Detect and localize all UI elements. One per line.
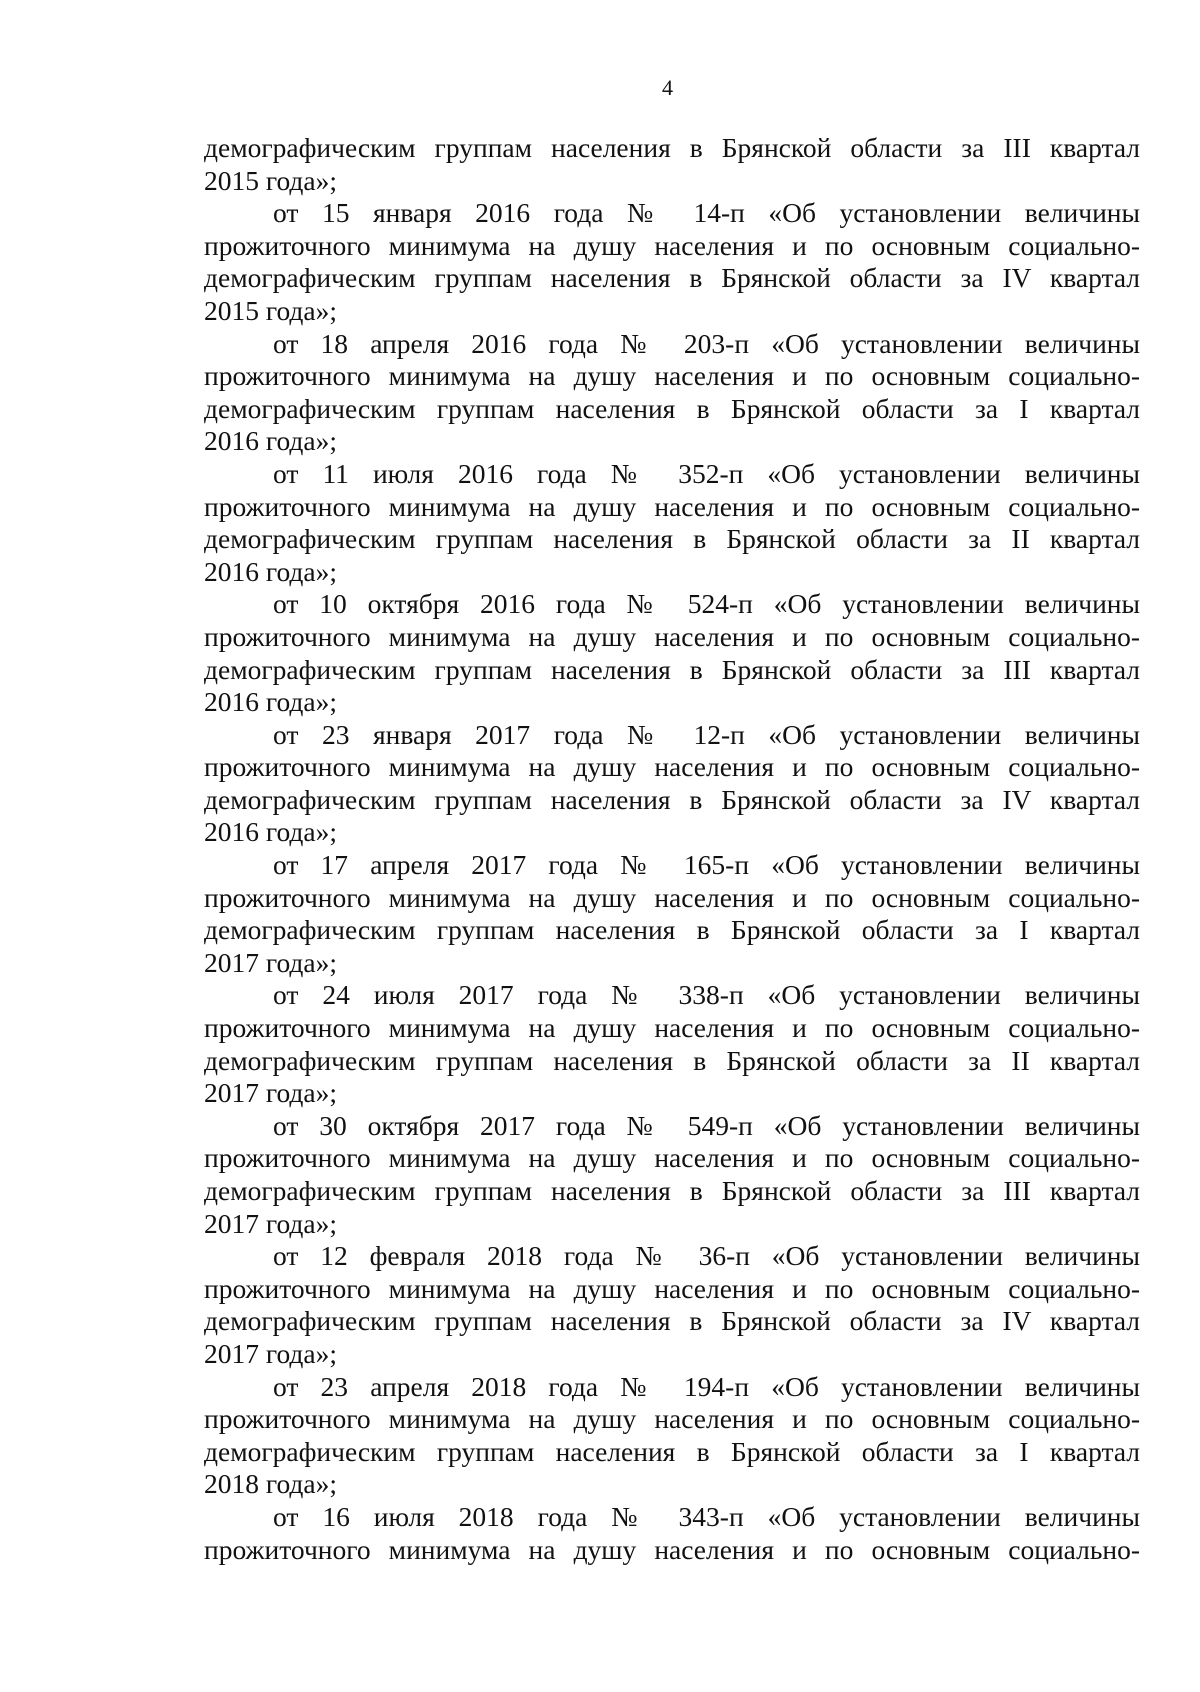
paragraph-start-line: от 15 января 2016 года № 14-п «Об установлении величины bbox=[273, 197, 1140, 229]
paragraph-start-line: от 16 июля 2018 года № 343-п «Об установлении величины bbox=[273, 1500, 1140, 1532]
text-line: прожиточного минимума на душу населения и по основным социально- bbox=[204, 620, 1140, 652]
text-line: демографическим группам населения в Брянской области за II квартал bbox=[204, 523, 1140, 555]
text-line: 2015 года»; bbox=[204, 294, 338, 326]
paragraph-start-line: от 17 апреля 2017 года № 165-п «Об установлении величины bbox=[273, 849, 1140, 881]
paragraph-start-line: от 10 октября 2016 года № 524-п «Об установлении величины bbox=[273, 588, 1140, 620]
paragraph-start-line: от 18 апреля 2016 года № 203-п «Об установлении величины bbox=[273, 327, 1140, 359]
text-line: прожиточного минимума на душу населения и по основным социально- bbox=[204, 1272, 1140, 1304]
text-line: 2016 года»; bbox=[204, 816, 338, 848]
text-line: 2017 года»; bbox=[204, 1077, 338, 1109]
text-line: демографическим группам населения в Брянской области за I квартал bbox=[204, 914, 1140, 946]
text-line: прожиточного минимума на душу населения и по основным социально- bbox=[204, 1142, 1140, 1174]
document-body bbox=[204, 132, 1140, 1566]
text-line: 2018 года»; bbox=[204, 1468, 338, 1500]
text-line: демографическим группам населения в Брянской области за III квартал bbox=[204, 653, 1140, 685]
text-line: прожиточного минимума на душу населения и по основным социально- bbox=[204, 1403, 1140, 1435]
text-line: демографическим группам населения в Брянской области за IV квартал bbox=[204, 783, 1140, 815]
text-line: прожиточного минимума на душу населения и по основным социально- bbox=[204, 751, 1140, 783]
paragraph-start-line: от 11 июля 2016 года № 352-п «Об установлении величины bbox=[273, 457, 1140, 489]
text-line: демографическим группам населения в Брянской области за IV квартал bbox=[204, 1305, 1140, 1337]
text-line: демографическим группам населения в Брянской области за III квартал bbox=[204, 132, 1140, 163]
text-line: 2017 года»; bbox=[204, 1337, 338, 1369]
text-line: прожиточного минимума на душу населения и по основным социально- bbox=[204, 1533, 1140, 1565]
paragraph-start-line: от 24 июля 2017 года № 338-п «Об установлении величины bbox=[273, 979, 1140, 1011]
text-line: 2016 года»; bbox=[204, 686, 338, 718]
paragraph-start-line: от 30 октября 2017 года № 549-п «Об установлении величины bbox=[273, 1109, 1140, 1141]
text-line: прожиточного минимума на душу населения и по основным социально- bbox=[204, 229, 1140, 261]
text-line: прожиточного минимума на душу населения и по основным социально- bbox=[204, 881, 1140, 913]
paragraph-start-line: от 12 февраля 2018 года № 36-п «Об установлении величины bbox=[273, 1240, 1140, 1272]
page-number: 4 bbox=[662, 75, 673, 100]
text-line: 2017 года»; bbox=[204, 946, 338, 978]
text-line: 2015 года»; bbox=[204, 164, 338, 196]
text-line: 2016 года»; bbox=[204, 555, 338, 587]
paragraph-start-line: от 23 января 2017 года № 12-п «Об установлении величины bbox=[273, 718, 1140, 750]
text-line: 2017 года»; bbox=[204, 1207, 338, 1239]
text-line: демографическим группам населения в Брянской области за II квартал bbox=[204, 1044, 1140, 1076]
text-line: 2016 года»; bbox=[204, 425, 338, 457]
text-line: демографическим группам населения в Брянской области за I квартал bbox=[204, 1435, 1140, 1467]
paragraph-start-line: от 23 апреля 2018 года № 194-п «Об установлении величины bbox=[273, 1370, 1140, 1402]
text-line: прожиточного минимума на душу населения и по основным социально- bbox=[204, 360, 1140, 392]
text-line: прожиточного минимума на душу населения и по основным социально- bbox=[204, 1012, 1140, 1044]
text-line: демографическим группам населения в Брянской области за I квартал bbox=[204, 392, 1140, 424]
text-line: демографическим группам населения в Брянской области за IV квартал bbox=[204, 262, 1140, 294]
text-line: прожиточного минимума на душу населения и по основным социально- bbox=[204, 490, 1140, 522]
text-line: демографическим группам населения в Брянской области за III квартал bbox=[204, 1175, 1140, 1206]
